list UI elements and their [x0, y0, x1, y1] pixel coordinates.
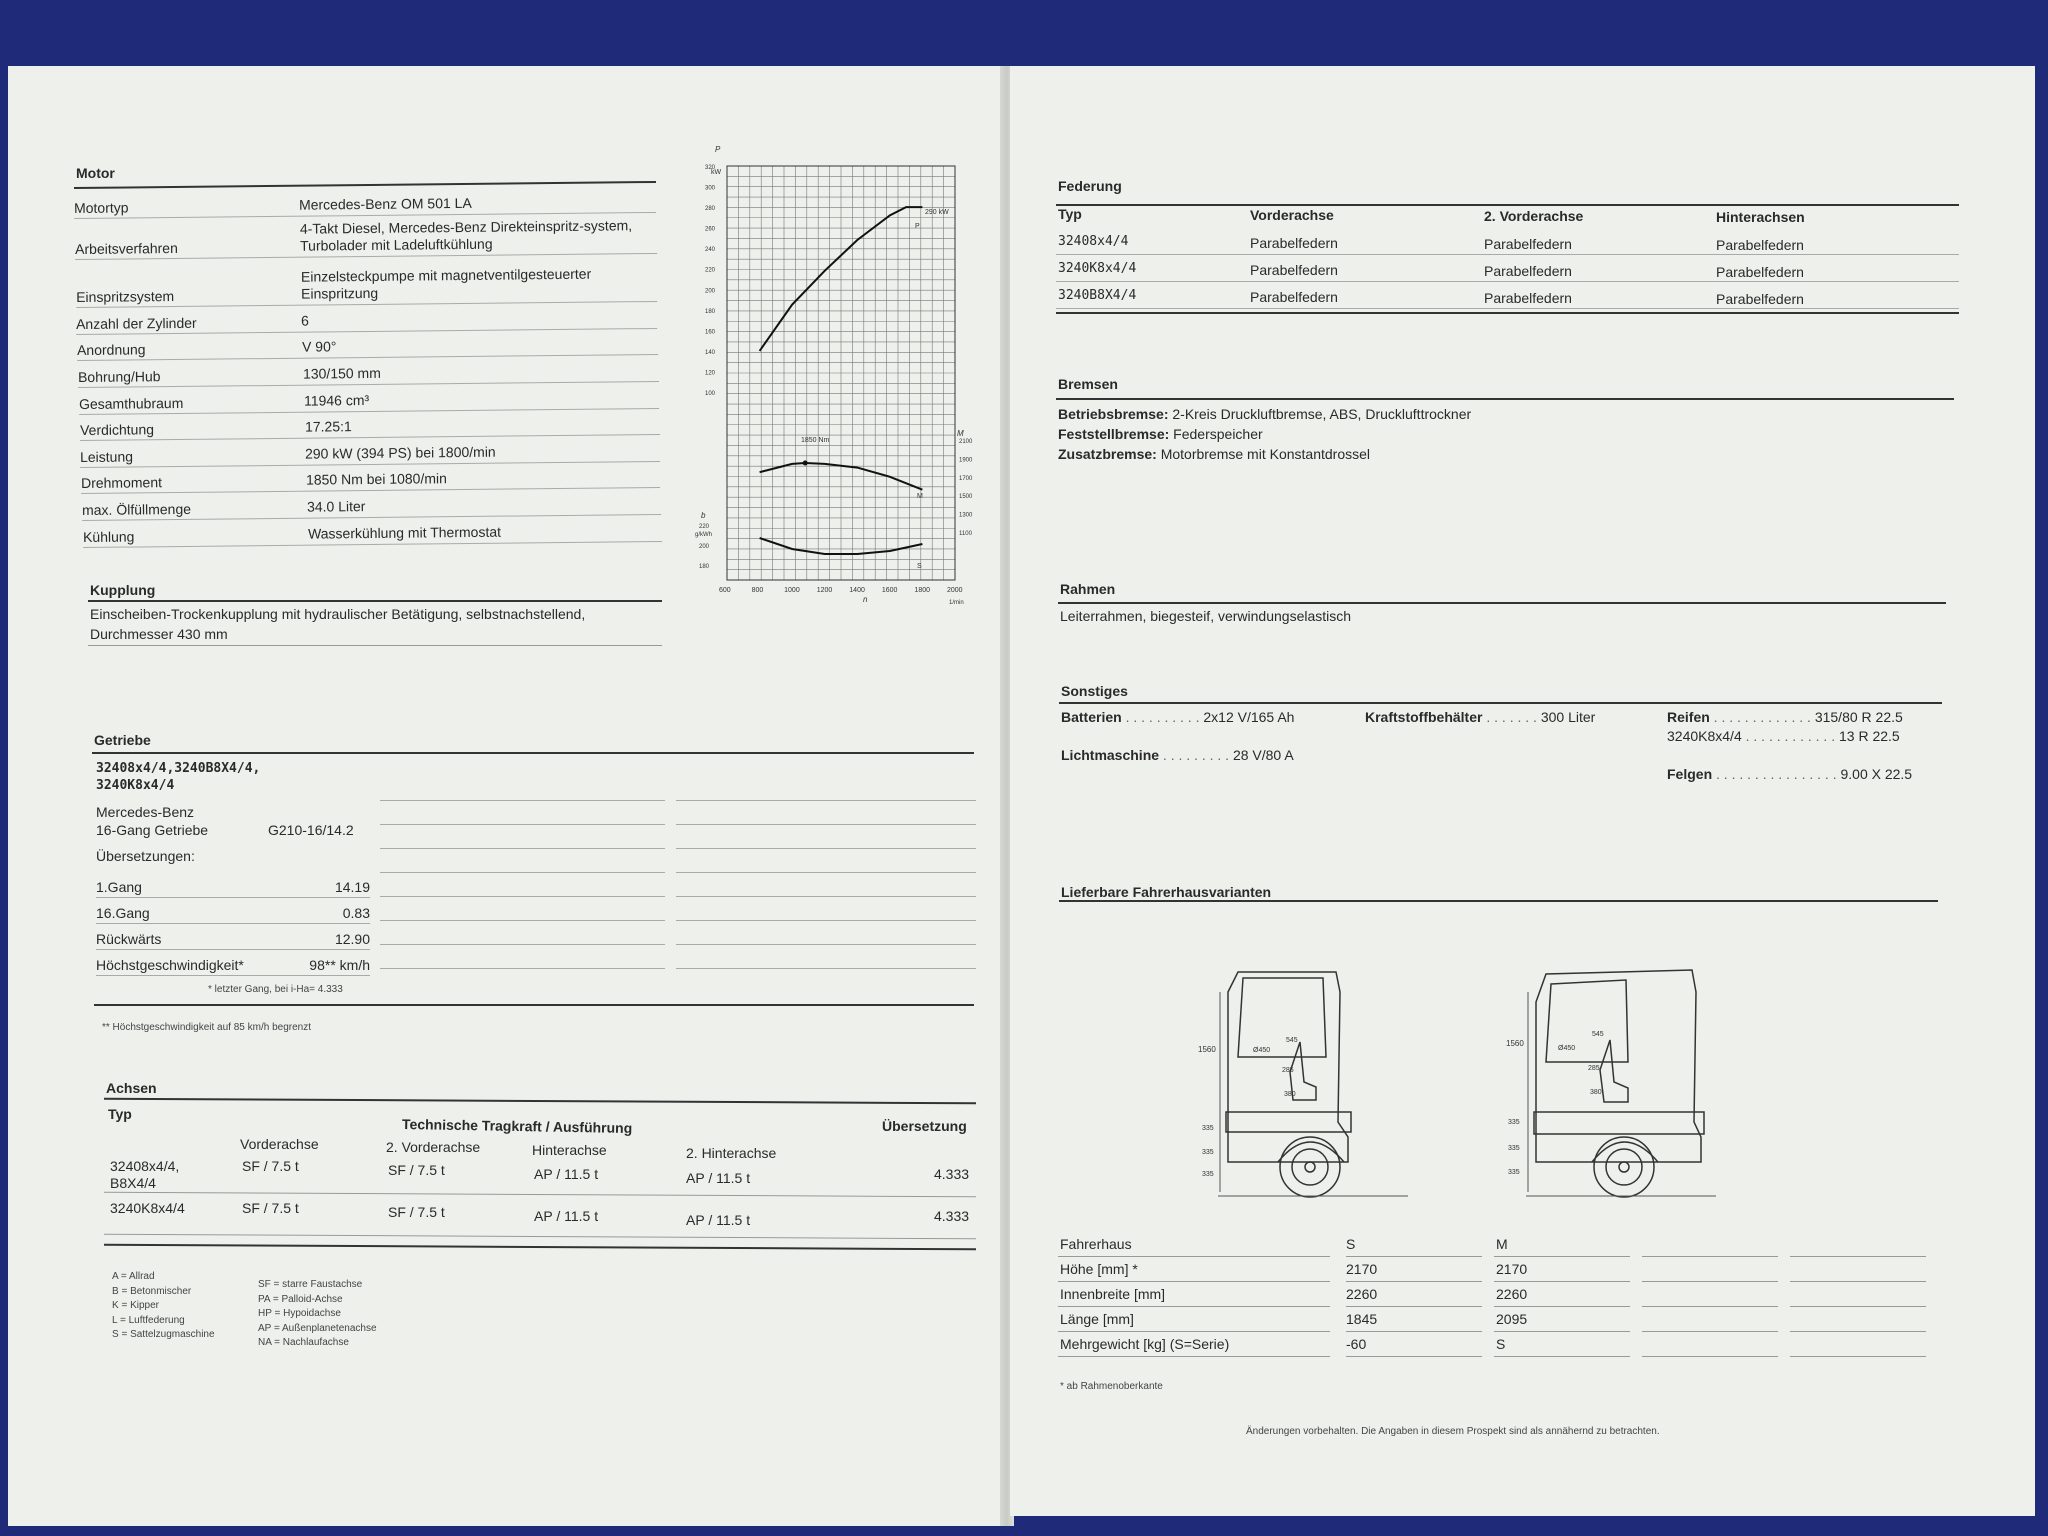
fahrerhaus-row-rule: [1790, 1281, 1926, 1282]
sonstiges-title: Sonstiges: [1061, 683, 1128, 699]
fahrerhaus-cell: 2260: [1496, 1286, 1528, 1302]
fahrerhaus-row-rule: [1346, 1331, 1482, 1332]
chart-label-pmax: 290 kW: [925, 209, 949, 216]
achsen-uebersetzung-header: Übersetzung: [882, 1118, 967, 1134]
dim-d2-s: 545: [1286, 1037, 1298, 1044]
fahrerhaus-cell: Fahrerhaus: [1060, 1236, 1132, 1252]
bremsen-label: Feststellbremse:: [1058, 426, 1170, 442]
federung-header-cell: 2. Vorderachse: [1484, 208, 1584, 224]
chart-p-tick: 180: [705, 308, 716, 315]
kupplung-bottom-rule: [88, 645, 662, 646]
batterien-label: Batterien: [1061, 709, 1122, 725]
legend-item: PA = Palloid-Achse: [258, 1293, 343, 1305]
chart-p-tick: 300: [705, 185, 716, 192]
kupplung-rule: [88, 600, 662, 602]
achsen-row-ueb: 4.333: [934, 1208, 970, 1224]
fahrerhaus-cell: 2170: [1346, 1261, 1378, 1277]
chart-b-unit: g/kWh: [695, 532, 713, 538]
dim-d1-m: Ø450: [1558, 1045, 1576, 1052]
getriebe-uebersetzungen: Übersetzungen:: [96, 848, 195, 864]
reifen-value: 315/80 R 22.5: [1814, 709, 1903, 725]
fahrerhaus-row-rule: [1058, 1356, 1330, 1357]
bremsen-line: [1058, 404, 1471, 424]
chart-x-tick: 1000: [784, 587, 800, 594]
federung-cell: Parabelfedern: [1716, 264, 1804, 280]
getriebe-empty-line: [676, 848, 976, 849]
fahrerhaus-row-rule: [1790, 1331, 1926, 1332]
getriebe-row-label: Rückwärts: [96, 931, 162, 947]
motor-row-value: 6: [301, 312, 310, 329]
achsen-col-header: Hinterachse: [532, 1142, 607, 1158]
fahrerhaus-cell: 2170: [1496, 1261, 1528, 1277]
motor-row-value: 1850 Nm bei 1080/min: [306, 470, 448, 489]
legend-item: AP = Außenplanetenachse: [258, 1322, 377, 1334]
dim-height-s: 1560: [1198, 1045, 1216, 1054]
sonstiges-kraftstoff: Kraftstoffbehälter . . . . . . . 300 Liter: [1365, 709, 1596, 725]
federung-cell: Parabelfedern: [1716, 237, 1804, 253]
fahrerhaus-row-rule: [1346, 1356, 1482, 1357]
motor-row: [83, 516, 662, 548]
chart-x-tick: 2000: [947, 587, 963, 594]
motor-row-value: 17.25:1: [304, 418, 352, 435]
getriebe-row-label: Höchstgeschwindigkeit*: [96, 957, 244, 973]
motor-row-value: 290 kW (394 PS) bei 1800/min: [305, 443, 497, 462]
batterien-value: 2x12 V/165 Ah: [1203, 709, 1295, 725]
getriebe-row-value: 98** km/h: [309, 957, 370, 973]
motor-row: [75, 254, 657, 308]
motor-row-value: V 90°: [302, 338, 337, 356]
getriebe-empty-line: [380, 944, 665, 945]
chart-mmax-point: [803, 461, 808, 466]
getriebe-rule: [92, 752, 974, 754]
achsen-row-va: SF / 7.5 t: [242, 1200, 299, 1216]
fahrerhaus-cell: M: [1496, 1236, 1508, 1252]
chart-p-tick: 140: [705, 349, 716, 356]
legend-item: A = Allrad: [112, 1271, 155, 1282]
kraftstoff-label: Kraftstoffbehälter: [1365, 709, 1483, 725]
fahrerhaus-rule: [1059, 900, 1938, 902]
achsen-row-typ: 32408x4/4, B8X4/4: [110, 1158, 180, 1191]
fahrerhaus-row-rule: [1642, 1331, 1778, 1332]
chart-p-tick: 200: [705, 288, 716, 295]
fahrerhaus-cell: Höhe [mm] *: [1060, 1261, 1138, 1277]
achsen-row-ha: AP / 11.5 t: [534, 1208, 599, 1224]
motor-row-label: Gesamthubraum: [78, 394, 184, 412]
legend-item: B = Betonmischer: [112, 1285, 192, 1297]
motor-row-value: 130/150 mm: [302, 364, 381, 382]
chart-p-tick: 120: [705, 370, 716, 377]
federung-cell: Parabelfedern: [1250, 289, 1338, 305]
chart-label-m: M: [917, 493, 923, 500]
dim-d3-s: 285: [1282, 1067, 1294, 1074]
legend-item: NA = Nachlaufachse: [258, 1337, 349, 1348]
achsen-row-ha2: AP / 11.5 t: [686, 1170, 751, 1186]
fahrerhaus-row-rule: [1790, 1306, 1926, 1307]
getriebe-row-value: 12.90: [334, 931, 370, 947]
achsen-row-ha2: AP / 11.5 t: [686, 1212, 751, 1228]
motor-row-value: Wasserkühlung mit Thermostat: [307, 523, 501, 542]
getriebe-empty-line: [380, 920, 665, 921]
federung-cell: Parabelfedern: [1716, 291, 1804, 307]
getriebe-footnote1: * letzter Gang, bei i-Ha= 4.333: [208, 984, 343, 995]
dim-d7-s: 335: [1202, 1171, 1214, 1178]
federung-header-cell: Vorderachse: [1250, 207, 1334, 223]
getriebe-empty-line: [380, 824, 665, 825]
motor-row-value: Einzelsteckpumpe mit magnetventilgesteuerter Einspritzung: [300, 265, 591, 302]
rahmen-rule: [1058, 602, 1946, 604]
dim-d7-m: 335: [1508, 1169, 1520, 1176]
sonstiges-rule: [1059, 702, 1942, 704]
kraftstoff-value: 300 Liter: [1540, 709, 1596, 725]
fahrerhaus-footnote: * ab Rahmenoberkante: [1060, 1381, 1163, 1392]
sonstiges-felgen: Felgen . . . . . . . . . . . . . . . . 9.00 X 22.5: [1667, 766, 1913, 782]
federung-cell: Parabelfedern: [1250, 262, 1338, 278]
federung-cell: Parabelfedern: [1484, 236, 1572, 252]
bremsen-rule: [1056, 398, 1954, 400]
getriebe-empty-line: [676, 968, 976, 969]
motor-row: [75, 214, 657, 260]
motor-row-value: Mercedes-Benz OM 501 LA: [298, 194, 472, 213]
chart-p-tick: 220: [705, 267, 716, 274]
getriebe-row-value: 14.19: [334, 879, 370, 895]
chart-x-label: n: [863, 595, 868, 604]
fahrerhaus-cell: Mehrgewicht [kg] (S=Serie): [1060, 1336, 1230, 1352]
chart-b-tick: 220: [699, 524, 710, 530]
chart-p-tick: 160: [705, 329, 716, 336]
fahrerhaus-cell: -60: [1346, 1336, 1367, 1352]
disclaimer: Änderungen vorbehalten. Die Angaben in diesem Prospekt sind als annähernd zu betrachten.: [1246, 1426, 1660, 1437]
chart-x-tick: 1400: [849, 587, 865, 594]
chart-m-tick: 1700: [959, 475, 973, 482]
fahrerhaus-row-rule: [1494, 1306, 1630, 1307]
chart-label-s: S: [917, 563, 922, 570]
motor-row-label: Verdichtung: [79, 421, 154, 439]
federung-header-cell: Typ: [1058, 206, 1082, 222]
motor-row-label: Anzahl der Zylinder: [76, 314, 198, 332]
getriebe-row: [96, 872, 370, 898]
fahrerhaus-row-rule: [1058, 1331, 1330, 1332]
getriebe-empty-line: [676, 800, 976, 801]
achsen-group-header: Technische Tragkraft / Ausführung: [401, 1115, 633, 1137]
chart-x-tick: 1800: [914, 587, 931, 594]
fahrerhaus-row-rule: [1790, 1356, 1926, 1357]
getriebe-row: [96, 924, 370, 950]
achsen-row-va2: SF / 7.5 t: [388, 1162, 445, 1178]
getriebe-empty-line: [676, 920, 976, 921]
motor-row-label: Drehmoment: [81, 474, 163, 492]
achsen-col-header: 2. Hinterachse: [686, 1145, 777, 1161]
bremsen-value: 2-Kreis Druckluftbremse, ABS, Drucklufttrockner: [1168, 406, 1472, 422]
getriebe-footnote2: ** Höchstgeschwindigkeit auf 85 km/h begrenzt: [102, 1022, 312, 1033]
chart-label-mmax: 1850 Nm: [801, 437, 830, 444]
achsen-row-ha: AP / 11.5 t: [534, 1166, 599, 1182]
chart-p-tick: 260: [705, 226, 716, 233]
getriebe-empty-line: [380, 872, 665, 873]
sonstiges-reifen2: 3240K8x4/4 . . . . . . . . . . . . 13 R 22.5: [1667, 728, 1900, 744]
federung-row-rule: [1056, 308, 1959, 309]
motor-row-value: 34.0 Liter: [306, 498, 366, 515]
getriebe-empty-line: [380, 968, 665, 969]
getriebe-row-label: 1.Gang: [96, 879, 142, 895]
federung-cell: Parabelfedern: [1484, 290, 1572, 306]
bremsen-value: Federspeicher: [1169, 426, 1263, 442]
chart-b-tick: 200: [699, 544, 710, 550]
reifen-label: Reifen: [1667, 709, 1710, 725]
fahrerhaus-cell: 2260: [1346, 1286, 1378, 1302]
getriebe-row: [96, 898, 370, 924]
kupplung-title: Kupplung: [90, 582, 156, 598]
motor-row-label: Anordnung: [77, 341, 146, 359]
fahrerhaus-row-rule: [1642, 1281, 1778, 1282]
chart-p-tick: 320: [705, 165, 716, 171]
chart-m-tick: 1100: [959, 531, 972, 537]
licht-label: Lichtmaschine: [1061, 747, 1160, 763]
achsen-col-header: Vorderachse: [240, 1136, 319, 1152]
rahmen-text: Leiterrahmen, biegesteif, verwindungselastisch: [1060, 608, 1352, 624]
getriebe-empty-line: [676, 824, 976, 825]
motor-row-label: Leistung: [80, 448, 134, 465]
federung-cell: Parabelfedern: [1484, 263, 1572, 279]
legend-item: HP = Hypoidachse: [258, 1308, 341, 1319]
motor-row-label: Einspritzsystem: [75, 288, 174, 306]
legend-item: L = Luftfederung: [112, 1314, 185, 1326]
getriebe-model2: 16-Gang Getriebe: [96, 822, 209, 838]
sonstiges-batterien: Batterien . . . . . . . . . . 2x12 V/165 Ah: [1061, 709, 1295, 725]
motor-row-label: Bohrung/Hub: [77, 368, 161, 386]
dim-d2-m: 545: [1592, 1031, 1604, 1038]
fahrerhaus-title: Lieferbare Fahrerhausvarianten: [1061, 884, 1272, 900]
motor-row-label: Kühlung: [82, 528, 135, 545]
getriebe-model1: Mercedes-Benz: [96, 804, 195, 820]
dim-d5-s: 335: [1202, 1125, 1214, 1132]
chart-p-tick: 100: [705, 391, 716, 397]
fahrerhaus-row-rule: [1494, 1331, 1630, 1332]
fahrerhaus-row-rule: [1346, 1256, 1482, 1257]
getriebe-model-code: G210-16/14.2: [268, 822, 354, 838]
felgen-label: Felgen: [1667, 766, 1713, 782]
getriebe-row-label: 16.Gang: [96, 905, 150, 921]
chart-m-tick: 1300: [959, 512, 973, 519]
chart-x-unit: 1/min: [949, 600, 964, 606]
federung-cell: 3240B8X4/4: [1058, 288, 1137, 303]
kupplung-text: Einscheiben-Trockenkupplung mit hydraulischer Betätigung, selbstnachstellend, Durchmesser 430 mm: [90, 606, 586, 642]
federung-cell: Parabelfedern: [1250, 235, 1338, 251]
federung-rule: [1056, 204, 1959, 206]
fahrerhaus-row-rule: [1642, 1356, 1778, 1357]
sonstiges-licht: Lichtmaschine . . . . . . . . . 28 V/80 A: [1061, 747, 1294, 763]
rahmen-title: Rahmen: [1060, 581, 1116, 597]
bremsen-list: [1058, 404, 1471, 464]
dim-d4-m: 380: [1590, 1089, 1602, 1096]
dim-d6-s: 335: [1202, 1149, 1214, 1156]
getriebe-bottom-rule: [94, 1004, 974, 1006]
chart-m-tick: 2100: [959, 439, 973, 445]
bremsen-label: Zusatzbremse:: [1058, 446, 1157, 462]
achsen-title: Achsen: [106, 1080, 157, 1096]
fahrerhaus-cell: Länge [mm]: [1060, 1311, 1134, 1327]
sonstiges-reifen: Reifen . . . . . . . . . . . . . 315/80 R 22.5: [1667, 709, 1903, 725]
achsen-row-ueb: 4.333: [934, 1166, 970, 1182]
getriebe-types: 32408x4/4,3240B8X4/4, 3240K8x4/4: [96, 761, 261, 793]
getriebe-title: Getriebe: [94, 732, 151, 748]
legend-item: S = Sattelzugmaschine: [112, 1329, 215, 1340]
getriebe-empty-line: [676, 872, 976, 873]
bremsen-line: [1058, 424, 1471, 444]
dim-d6-m: 335: [1508, 1145, 1520, 1152]
chart-p-tick: 240: [705, 247, 716, 254]
federung-row-rule: [1056, 254, 1959, 255]
getriebe-empty-line: [380, 848, 665, 849]
federung-header-cell: Hinterachsen: [1716, 209, 1805, 225]
achsen-col-header: 2. Vorderachse: [386, 1139, 481, 1155]
chart-x-tick: 1200: [816, 587, 833, 594]
reifen2-label: 3240K8x4/4: [1667, 728, 1742, 744]
fahrerhaus-cell: S: [1346, 1236, 1356, 1252]
legend-item: SF = starre Faustachse: [258, 1279, 363, 1290]
fahrerhaus-row-rule: [1494, 1281, 1630, 1282]
motor-row-label: Arbeitsverfahren: [74, 239, 178, 257]
chart-m-axis-label: M: [957, 429, 964, 438]
chart-p-tick: 280: [705, 206, 716, 213]
dim-height-m: 1560: [1506, 1039, 1524, 1048]
motor-row-label: Motortyp: [73, 199, 129, 217]
fahrerhaus-cell: 2095: [1496, 1311, 1528, 1327]
fahrerhaus-row-rule: [1058, 1256, 1330, 1257]
reifen2-value: 13 R 22.5: [1838, 728, 1900, 744]
achsen-legend-right: [258, 1278, 377, 1351]
fahrerhaus-cell: S: [1496, 1336, 1506, 1352]
getriebe-empty-line: [676, 944, 976, 945]
achsen-typ-header: Typ: [108, 1106, 132, 1122]
dim-d1-s: Ø450: [1253, 1047, 1271, 1054]
federung-title: Federung: [1058, 178, 1122, 194]
federung-row-rule: [1056, 281, 1959, 282]
fahrerhaus-cell: 1845: [1346, 1311, 1378, 1327]
chart-x-tick: 1600: [881, 587, 898, 594]
fahrerhaus-row-rule: [1058, 1281, 1330, 1282]
achsen-legend-left: [112, 1270, 215, 1343]
fahrerhaus-row-rule: [1346, 1306, 1482, 1307]
dim-d4-s: 380: [1284, 1091, 1296, 1098]
getriebe-row: [96, 950, 370, 976]
dim-d3-m: 285: [1588, 1065, 1600, 1072]
motor-row-value: 11946 cm³: [303, 391, 370, 409]
licht-value: 28 V/80 A: [1232, 747, 1294, 763]
dim-d5-m: 335: [1508, 1119, 1520, 1126]
getriebe-empty-line: [380, 800, 665, 801]
getriebe-empty-line: [380, 896, 665, 897]
bremsen-title: Bremsen: [1058, 376, 1118, 392]
fahrerhaus-row-rule: [1642, 1306, 1778, 1307]
bremsen-value: Motorbremse mit Konstantdrossel: [1156, 446, 1371, 462]
chart-x-tick: 800: [751, 587, 764, 594]
motor-row-value: 4-Takt Diesel, Mercedes-Benz Direkteinspritz-system, Turbolader mit Ladeluftkühlung: [299, 216, 632, 254]
motor-row-label: max. Ölfüllmenge: [81, 500, 192, 519]
federung-bottom-rule: [1056, 312, 1959, 314]
fahrerhaus-row-rule: [1058, 1306, 1330, 1307]
chart-b-axis-label: b: [701, 511, 706, 520]
chart-p-unit: kW: [711, 169, 722, 176]
bremsen-label: Betriebsbremse:: [1058, 406, 1169, 422]
felgen-value: 9.00 X 22.5: [1840, 766, 1913, 782]
chart-m-tick: 1900: [959, 457, 973, 464]
fahrerhaus-row-rule: [1642, 1256, 1778, 1257]
chart-label-p: P: [915, 223, 920, 230]
fahrerhaus-row-rule: [1494, 1256, 1630, 1257]
chart-x-tick: 600: [719, 587, 731, 594]
legend-item: K = Kipper: [112, 1300, 159, 1311]
federung-cell: 3240K8x4/4: [1058, 261, 1137, 276]
getriebe-empty-line: [676, 896, 976, 897]
federung-cell: 32408x4/4: [1058, 234, 1129, 249]
achsen-row-va: SF / 7.5 t: [242, 1158, 299, 1174]
getriebe-row-value: 0.83: [342, 905, 370, 921]
fahrerhaus-row-rule: [1790, 1256, 1926, 1257]
fahrerhaus-cell: Innenbreite [mm]: [1060, 1286, 1166, 1302]
motor-title: Motor: [76, 165, 115, 181]
chart-m-tick: 1500: [959, 494, 973, 501]
chart-p-axis-label: P: [715, 145, 721, 154]
performance-chart: [685, 140, 975, 610]
achsen-row-va2: SF / 7.5 t: [388, 1204, 445, 1220]
achsen-row-typ: 3240K8x4/4: [110, 1200, 185, 1216]
fahrerhaus-row-rule: [1494, 1356, 1630, 1357]
cab-drawing-s: [1198, 962, 1418, 1198]
bremsen-line: [1058, 444, 1471, 464]
fahrerhaus-row-rule: [1346, 1281, 1482, 1282]
cab-drawing-m: [1506, 962, 1726, 1198]
chart-b-tick: 180: [699, 564, 710, 570]
